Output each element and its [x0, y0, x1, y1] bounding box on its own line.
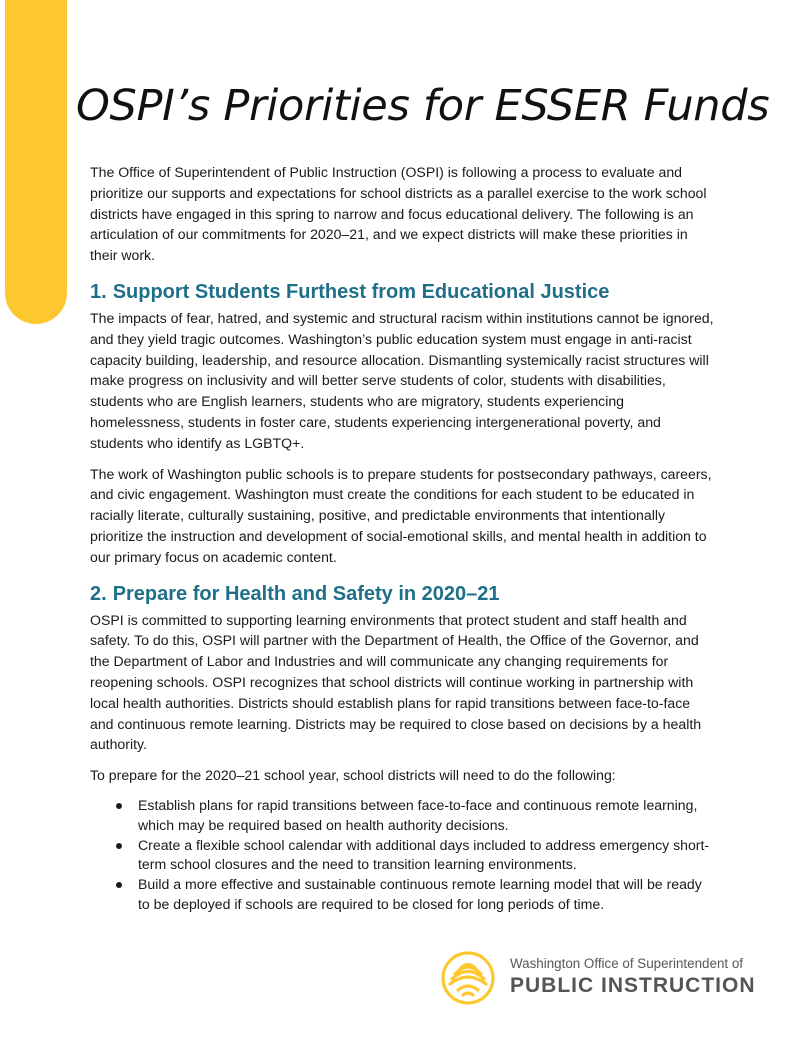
- section-2-paragraph-1: OSPI is committed to supporting learning environments that protect student and staff health and safety. To do this, OSPI will partner with the Department of Health, the Office of the Governor, and the Department of Labor and Industries and will communicate any changing requirements for reopening schools. OSPI recognizes that school districts will continue working in partnership with local health authorities. Districts should establish plans for rapid transitions between face-to-face and continuous remote learning. Districts may be required to close based on decisions by a health authority.: [90, 611, 702, 753]
- section-1-title: Support Students Furthest from Educational Justice: [112, 280, 610, 303]
- requirements-list: [90, 796, 715, 915]
- section-1-paragraph-2: The work of Washington public schools is to prepare students for postsecondary pathways, careers, and civic engagement. Washington must create the conditions for each student to be educated in racially literate, culturally sustaining, positive, and predictable environments that intentionally prioritize the instruction and development of social-emotional skills, and mental health in addition to our primary focus on academic content.: [90, 465, 712, 565]
- ospi-logo: [440, 950, 756, 1006]
- document-body: [90, 162, 715, 915]
- intro-paragraph: The Office of Superintendent of Public Instruction (OSPI) is following a process to evaluate and prioritize our supports and expectations for school districts as a parallel exercise to the work school districts have engaged in this spring to narrow and focus educational delivery. The following is an articulation of our commitments for 2020–21, and we expect districts will make these priorities in their work.: [90, 164, 707, 264]
- ospi-sun-logo-icon: [440, 950, 496, 1006]
- list-item: Establish plans for rapid transitions between face-to-face and continuous remote learning, which may be required based on health authority decisions.: [114, 796, 715, 836]
- page-title: OSPI’s Priorities for ESSER Funds: [76, 81, 770, 131]
- section-2-number: 2.: [90, 582, 107, 605]
- logo-line-1: Washington Office of Superintendent of: [510, 956, 743, 971]
- section-2-paragraph-2: To prepare for the 2020–21 school year, school districts will need to do the following:: [90, 767, 616, 784]
- list-item: Create a flexible school calendar with additional days included to address emergency short-term school closures and the need to transition learning environments.: [114, 836, 715, 876]
- section-1-heading: [90, 279, 715, 305]
- logo-text: [510, 956, 756, 1000]
- yellow-accent-bar: [5, 0, 67, 324]
- section-2-heading: [90, 581, 715, 607]
- section-2-title: Prepare for Health and Safety in 2020–21: [112, 582, 500, 605]
- list-item: Build a more effective and sustainable continuous remote learning model that will be ready to be deployed if schools are required to be closed for long periods of time.: [114, 875, 715, 915]
- section-1-number: 1.: [90, 280, 107, 303]
- section-1-paragraph-1: The impacts of fear, hatred, and systemic and structural racism within institutions cannot be ignored, and they yield tragic outcomes. Washington’s public education system must engage in anti-racist capacity building, leadership, and resource allocation. Dismantling systemically racist structures will make progress on inclusivity and will better serve students of color, students with disabilities, students who are English learners, students who are migratory, students experiencing homelessness, students in foster care, students experiencing intergenerational poverty, and students who identify as LGBTQ+.: [90, 309, 714, 451]
- logo-line-2: PUBLIC INSTRUCTION: [510, 974, 756, 997]
